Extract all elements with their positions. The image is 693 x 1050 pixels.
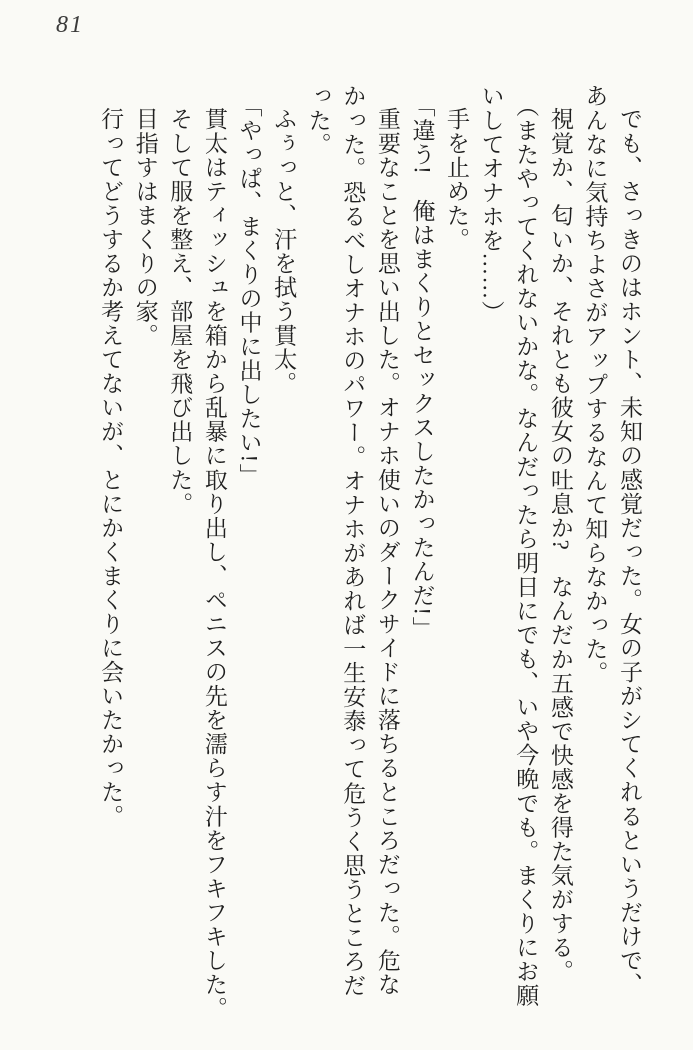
text-column: いしてオナホを……） <box>478 84 504 325</box>
text-column: 貫太はティッシュを箱から乱暴に取り出し、ペニスの先を濡らす汁をフキフキした。 <box>201 107 227 1021</box>
page-number: 81 <box>56 12 84 38</box>
text-column: 重要なことを思い出した。オナホ使いのダークサイドに落ちるところだった。危な <box>374 107 400 997</box>
text-column: 手を止めた。 <box>444 107 470 252</box>
text-column: 目指すはまくりの家。 <box>132 107 158 348</box>
text-column: 「やっぱ、まくりの中に出したい!」 <box>236 94 262 488</box>
text-column: 視覚か、匂いか、それとも彼女の吐息か? なんだか五感で快感を得た気がする。 <box>547 107 573 984</box>
text-column: そして服を整え、部屋を飛び出した。 <box>167 107 193 516</box>
text-column: 「違う! 俺はまくりとセックスしたかったんだ!」 <box>409 94 435 641</box>
text-column: あんなに気持ちよさがアップするなんて知らなかった。 <box>582 84 608 685</box>
text-column: （またやってくれないかな。なんだったら明日にでも、いや今晩でも。まくりにお願 <box>513 94 539 1008</box>
text-area <box>93 84 647 1032</box>
text-column: ふぅっと、汗を拭う貫太。 <box>271 107 297 396</box>
text-column: かった。恐るべしオナホのパワー。オナホがあれば一生安泰って危うく思うところだ <box>340 84 366 998</box>
text-column: 行ってどうするか考えてないが、とにかくまくりに会いたかった。 <box>98 107 124 829</box>
text-column: でも、さっきのはホント、未知の感覚だった。女の子がシてくれるというだけで、 <box>617 107 642 997</box>
text-column: った。 <box>305 84 331 157</box>
